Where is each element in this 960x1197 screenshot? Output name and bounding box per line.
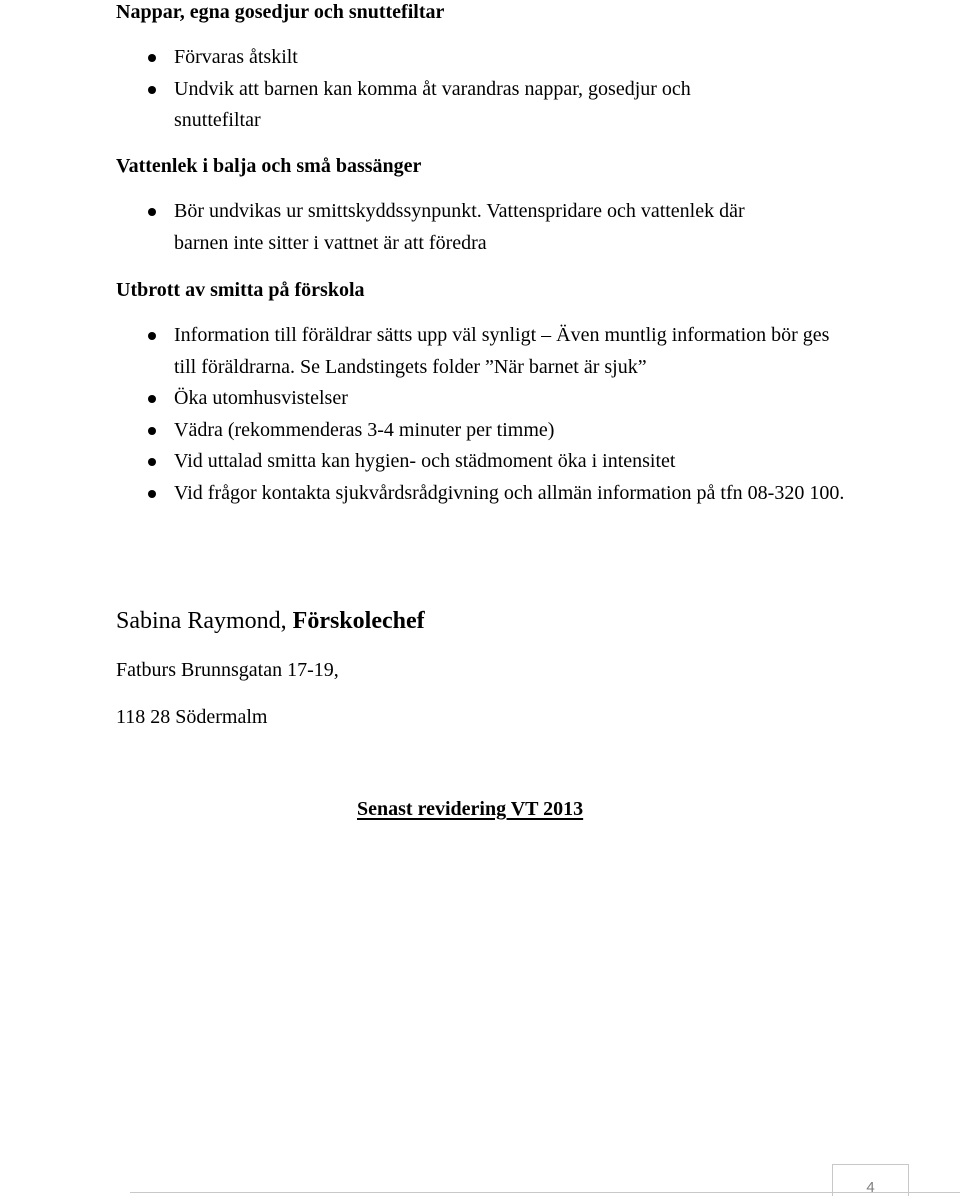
list-item-text: Förvaras åtskilt [174, 46, 298, 68]
signature-name [116, 607, 425, 635]
bullet-icon [148, 490, 156, 498]
section-heading-nappar: Nappar, egna gosedjur och snuttefiltar [116, 1, 445, 23]
list-item-text: Information till föräldrar sätts upp väl synligt – Även muntlig information bör ges till föräldrarna. Se Landstingets folder ”När barnet är sjuk” [174, 324, 830, 378]
section-heading-utbrott: Utbrott av smitta på förskola [116, 279, 365, 301]
page-number: 4 [866, 1179, 875, 1196]
section-heading-vattenlek: Vattenlek i balja och små bassänger [116, 155, 422, 177]
list-item [116, 42, 856, 74]
bullet-list-vattenlek [116, 196, 856, 259]
address-line-2: 118 28 Södermalm [116, 706, 268, 728]
bullet-list-nappar [116, 42, 856, 137]
list-item-text: Bör undvikas ur smittskyddssynpunkt. Vattenspridare och vattenlek där barnen inte sitter i vattnet är att föredra [174, 200, 745, 254]
list-item [116, 415, 856, 447]
bullet-icon [148, 332, 156, 340]
signature-role: Förskolechef [292, 608, 425, 634]
bullet-icon [148, 54, 156, 62]
address-line-1: Fatburs Brunnsgatan 17-19, [116, 659, 339, 681]
list-item [116, 196, 794, 259]
list-item [116, 320, 854, 383]
list-item-text: Vädra (rekommenderas 3-4 minuter per timme) [174, 418, 555, 441]
bullet-list-utbrott [116, 320, 856, 509]
page-number-box [832, 1164, 909, 1196]
list-item [116, 383, 856, 415]
revision-note: Senast revidering VT 2013 [357, 798, 584, 820]
list-item-text: Öka utomhusvistelser [174, 387, 348, 409]
list-item [116, 74, 754, 137]
bullet-icon [148, 86, 156, 94]
bullet-icon [148, 427, 156, 435]
list-item [116, 446, 856, 478]
list-item-text: Undvik att barnen kan komma åt varandras nappar, gosedjur och snuttefiltar [174, 77, 691, 131]
list-item-text: Vid uttalad smitta kan hygien- och städmoment öka i intensitet [174, 450, 676, 472]
bullet-icon [148, 395, 156, 403]
signature-person: Sabina Raymond, [116, 608, 293, 634]
bullet-icon [148, 208, 156, 216]
list-item [116, 478, 854, 510]
bullet-icon [148, 458, 156, 466]
list-item-text: Vid frågor kontakta sjukvårdsrådgivning och allmän information på tfn 08-320 100. [174, 481, 845, 504]
